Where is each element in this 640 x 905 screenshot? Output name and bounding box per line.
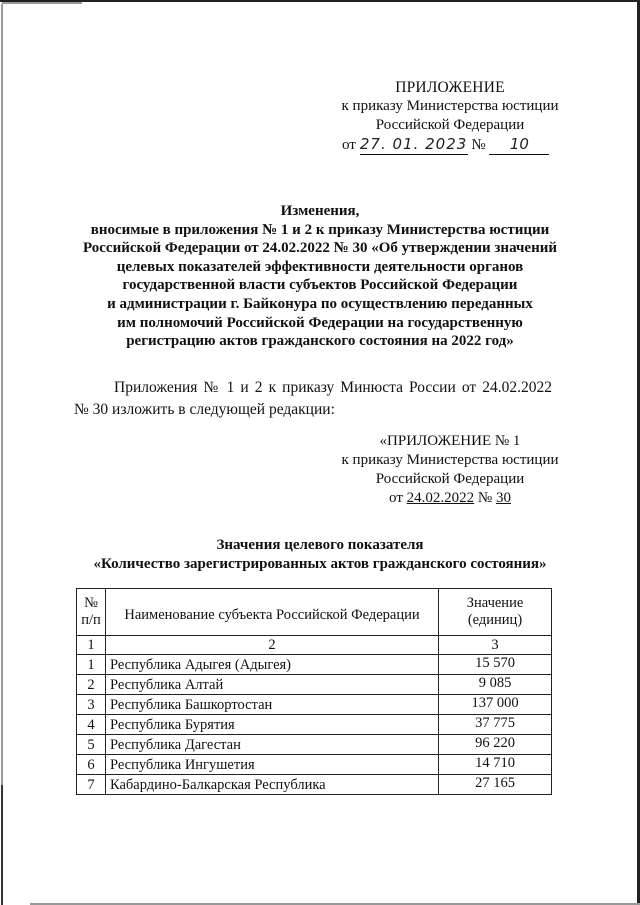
body-line: Приложения № 1 и 2 к приказу Минюста России от 24.02.2022 — [114, 379, 552, 396]
header-cell-text: (единиц) — [467, 612, 523, 628]
appendix-date-prefix: от — [389, 490, 403, 506]
row-number: 6 — [77, 755, 106, 775]
changes-title-line: вносимые в приложения № 1 и 2 к приказу Министерства юстиции — [90, 221, 550, 238]
scan-border-left — [1, 4, 3, 904]
appendix-date: 24.02.2022 — [406, 490, 475, 506]
table-row — [77, 655, 552, 675]
order-header-title: ПРИЛОЖЕНИЕ — [395, 79, 505, 96]
header-cell-name: Наименование субъекта Российской Федерации — [106, 589, 439, 636]
order-header-line: к приказу Министерства юстиции — [341, 98, 559, 114]
body-line: № 30 изложить в следующей редакции: — [74, 401, 335, 418]
region-value: 14 710 — [439, 755, 552, 775]
column-number-cell: 1 — [77, 636, 106, 655]
region-name: Республика Башкортостан — [106, 695, 439, 715]
region-name: Республика Адыгея (Адыгея) — [106, 655, 439, 675]
table-header-row — [77, 589, 552, 636]
scan-border-top-light — [2, 2, 82, 4]
row-number: 3 — [77, 695, 106, 715]
appendix-line: к приказу Министерства юстиции — [341, 452, 559, 468]
column-number-cell: 2 — [106, 636, 439, 655]
region-value: 137 000 — [439, 695, 552, 715]
column-number-cell: 3 — [439, 636, 552, 655]
row-number: 2 — [77, 675, 106, 695]
region-name: Республика Алтай — [106, 675, 439, 695]
indicator-title — [70, 536, 570, 574]
table-row — [77, 695, 552, 715]
table-row — [77, 715, 552, 735]
indicator-title-line: Значения целевого показателя — [216, 537, 424, 553]
row-number: 1 — [77, 655, 106, 675]
header-cell-text: п/п — [81, 612, 101, 628]
row-number: 5 — [77, 735, 106, 755]
body-paragraph — [74, 377, 552, 421]
region-value: 96 220 — [439, 735, 552, 755]
order-date-line — [320, 135, 580, 155]
region-name: Кабардино-Балкарская Республика — [106, 775, 439, 795]
region-name: Республика Бурятия — [106, 715, 439, 735]
region-name: Республика Ингушетия — [106, 755, 439, 775]
region-value: 37 775 — [439, 715, 552, 735]
scan-border-top — [0, 0, 640, 2]
header-cell-value — [439, 589, 552, 636]
region-name: Республика Дагестан — [106, 735, 439, 755]
row-number: 4 — [77, 715, 106, 735]
region-value: 27 165 — [439, 775, 552, 795]
column-number-row — [77, 636, 552, 655]
appendix-line: Российской Федерации — [375, 471, 525, 487]
table-row — [77, 735, 552, 755]
appendix-title: «ПРИЛОЖЕНИЕ № 1 — [379, 433, 521, 449]
appendix-date-line — [320, 489, 580, 508]
region-value: 9 085 — [439, 675, 552, 695]
table-row — [77, 755, 552, 775]
changes-title-line: регистрацию актов гражданского состояния на 2022 год» — [126, 333, 514, 350]
handwritten-number: 10 — [489, 135, 549, 155]
appendix-header — [320, 432, 580, 508]
changes-title-line: Российской Федерации от 24.02.2022 № 30 «Об утверждении значений — [82, 240, 558, 257]
changes-title-line: им полномочий Российской Федерации на государственную — [117, 314, 523, 331]
indicator-table — [76, 588, 552, 795]
order-header — [320, 78, 580, 155]
header-cell-text: № — [84, 595, 98, 611]
changes-title — [70, 202, 570, 351]
changes-title-line: и администрации г. Байконура по осуществлению переданных — [107, 295, 533, 312]
header-cell-number — [77, 589, 106, 636]
changes-title-line: государственной власти субъектов Российской Федерации — [122, 277, 518, 294]
indicator-title-line: «Количество зарегистрированных актов гражданского состояния» — [93, 556, 547, 572]
changes-title-line: целевых показателей эффективности деятельности органов — [116, 258, 524, 275]
order-header-line: Российской Федерации — [375, 117, 525, 133]
changes-title-line: Изменения, — [280, 203, 360, 219]
table-row — [77, 775, 552, 795]
appendix-number-prefix: № — [477, 490, 493, 506]
header-cell-text: Значение — [466, 595, 524, 611]
number-prefix: № — [471, 137, 486, 153]
date-prefix: от — [342, 137, 356, 153]
row-number: 7 — [77, 775, 106, 795]
region-value: 15 570 — [439, 655, 552, 675]
appendix-number: 30 — [495, 490, 511, 506]
table-row — [77, 675, 552, 695]
scan-border-left-dark — [1, 785, 3, 905]
handwritten-date: 27. 01. 2023 — [359, 135, 468, 153]
